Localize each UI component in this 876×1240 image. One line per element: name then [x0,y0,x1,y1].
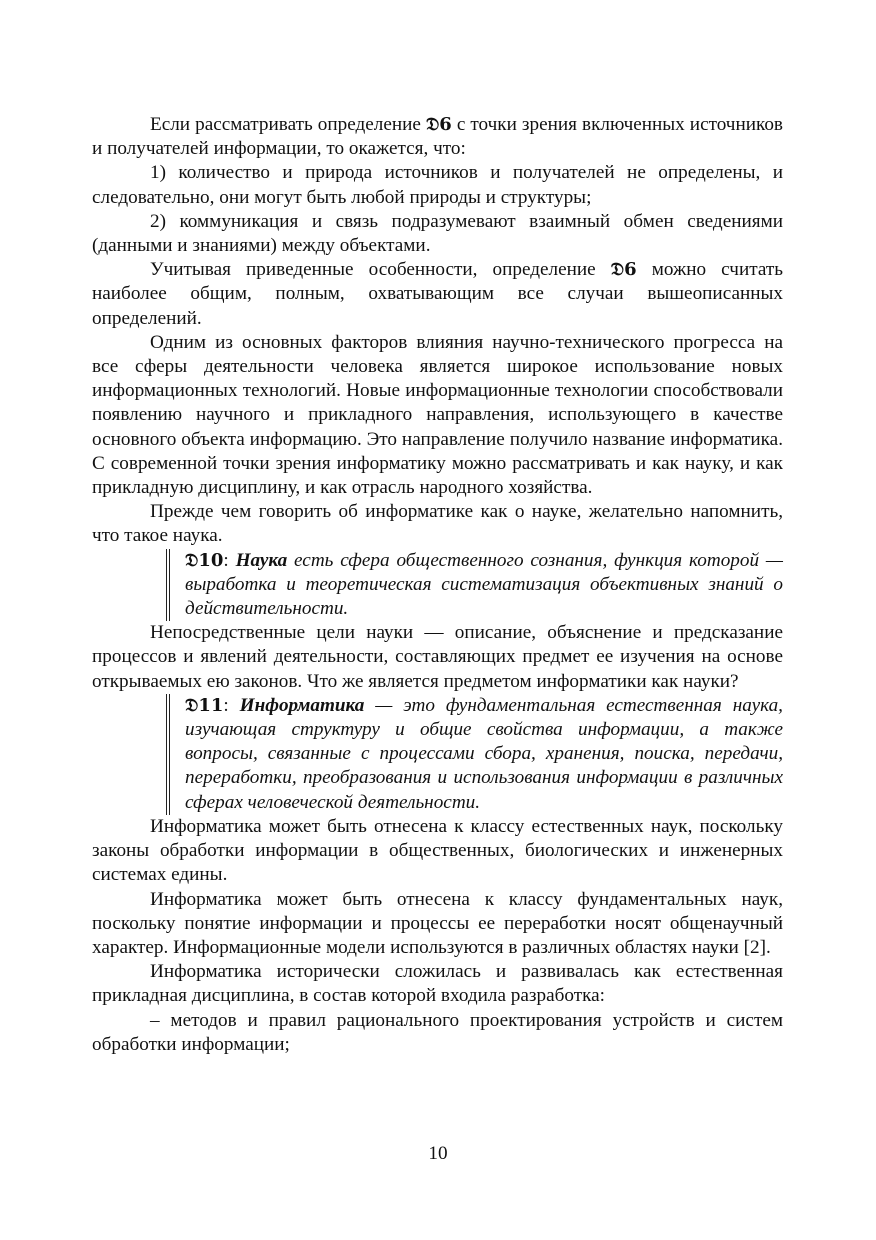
definition-d10-term: Наука [235,549,288,571]
definition-d10-separator: : [223,549,236,571]
definition-d10 [166,549,783,622]
paragraph-4-text-start: Учитывая приведенные особенности, определение [150,259,611,281]
definition-d11-text: — это фундаментальная естественная наука, изучающая структуру и общие свойства информации, а также вопросы, связанные с процессами сбора, хранения, поиска, передачи, переработки, преобразования и использования информации в различных сферах человеческой деятельности. [185,694,783,813]
page-number: 10 [428,1143,448,1164]
paragraph-1-text-end: с точки зрения включенных источников и получателей информации, то окажется, что: [92,114,783,160]
definition-d10-mark: 𝔇10 [185,549,224,571]
paragraph-5: Одним из основных факторов влияния научно-технического прогресса на все сферы деятельности человека является широкое использование новых информационных технологий. Новые информационные технологии способствовали появлению научного и прикладного направления, использующего в качестве основного объекта информацию. Это направление получило название информатика. С современной точки зрения информатику можно рассматривать и как науку, и как прикладную дисциплину, и как отрасль народного хозяйства. [92,331,783,499]
definition-reference-d6: 𝔇6 [425,114,452,135]
definition-d10-text: есть сфера общественного сознания, функция которой — выработка и теоретическая систематизация объективных знаний о действительности. [185,549,783,620]
paragraph-8: Информатика может быть отнесена к классу естественных наук, поскольку законы обработки информации в общественных, биологических и инженерных системах едины. [92,815,783,886]
paragraph-1 [92,113,783,161]
paragraph-10: Информатика исторически сложилась и развивалась как естественная прикладная дисциплина, в состав которой входила разработка: [92,961,783,1007]
paragraph-3: 2) коммуникация и связь подразумевают взаимный обмен сведениями (данными и знаниями) между объектами. [92,210,783,257]
paragraph-4 [92,258,783,331]
paragraph-1-text-start: Если рассматривать определение [150,114,426,135]
definition-d11-term: Информатика [239,694,365,716]
page-body [92,113,783,1057]
paragraph-7: Непосредственные цели науки — описание, объяснение и предсказание процессов и явлений деятельности, составляющих предмет ее изучения на основе открываемых ею законов. Что же является предметом информатики как науки? [92,622,783,692]
paragraph-4-text-end: можно считать наиболее общим, полным, охватывающим все случаи вышеописанных определений. [92,259,784,329]
paragraph-2: 1) количество и природа источников и получателей не определены, и следовательно, они могут быть любой природы и структуры; [92,162,783,208]
paragraph-6: Прежде чем говорить об информатике как о науке, желательно напомнить, что такое наука. [92,501,783,547]
definition-reference-d6-second: 𝔇6 [610,259,637,281]
definition-d11-separator: : [223,694,240,716]
paragraph-11: – методов и правил рационального проектирования устройств и систем обработки информации; [92,1009,783,1055]
definition-d11-mark: 𝔇11 [185,694,224,716]
paragraph-9: Информатика может быть отнесена к классу фундаментальных наук, поскольку понятие информации и процессы ее переработки носят общенаучный характер. Информационные модели используются в различных областях науки [2]. [92,888,783,958]
definition-d11 [166,694,783,815]
